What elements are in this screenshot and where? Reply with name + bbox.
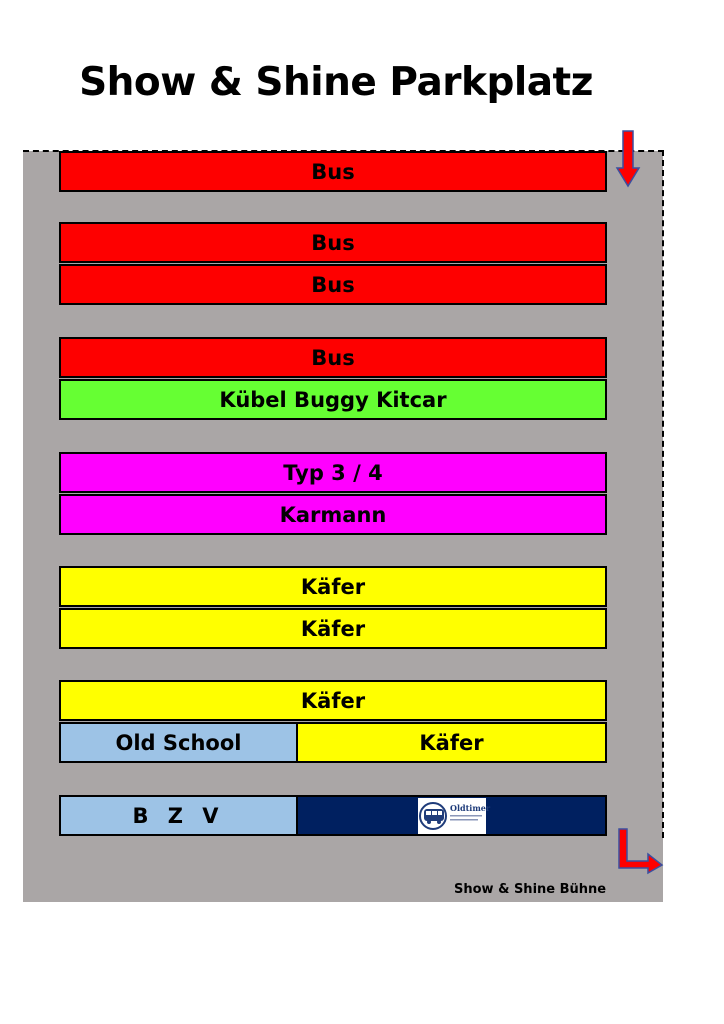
parking-row-karmann bbox=[59, 494, 607, 535]
parking-row-kaefer-2 bbox=[59, 608, 607, 649]
lot-boundary-right bbox=[662, 150, 664, 838]
row-label: Käfer bbox=[61, 568, 605, 605]
row-label-kaefer: Käfer bbox=[296, 724, 605, 761]
parking-row-bus-4 bbox=[59, 337, 607, 378]
row-label: Käfer bbox=[61, 610, 605, 647]
oldtimer-bus-logo-icon bbox=[418, 798, 490, 834]
parking-row-bus-1 bbox=[59, 151, 607, 192]
row-label-bzv: B Z V bbox=[61, 797, 296, 834]
logo-text: Oldtimer bbox=[449, 802, 490, 813]
row-label: Bus bbox=[61, 224, 605, 261]
row-label: Käfer bbox=[61, 682, 605, 719]
parking-row-kaefer-3 bbox=[59, 680, 607, 721]
row-label: Bus bbox=[61, 266, 605, 303]
parking-row-kaefer-1 bbox=[59, 566, 607, 607]
corner-right-arrow-icon bbox=[618, 828, 664, 874]
row-label-old-school: Old School bbox=[61, 724, 296, 761]
parking-row-old-school-kaefer bbox=[59, 722, 607, 763]
parking-row-bzv bbox=[59, 795, 607, 836]
stage-label: Show & Shine Bühne bbox=[454, 882, 607, 897]
parking-row-kuebel-buggy-kitcar bbox=[59, 379, 607, 420]
row-label: Typ 3 / 4 bbox=[61, 454, 605, 491]
page-title: Show & Shine Parkplatz bbox=[79, 60, 593, 105]
logo-cell bbox=[296, 797, 605, 834]
parking-row-bus-2 bbox=[59, 222, 607, 263]
row-label: Bus bbox=[61, 153, 605, 190]
parking-row-typ-3-4 bbox=[59, 452, 607, 493]
row-label: Karmann bbox=[61, 496, 605, 533]
parking-row-bus-3 bbox=[59, 264, 607, 305]
down-arrow-icon bbox=[616, 130, 640, 188]
row-label: Kübel Buggy Kitcar bbox=[61, 381, 605, 418]
row-label: Bus bbox=[61, 339, 605, 376]
